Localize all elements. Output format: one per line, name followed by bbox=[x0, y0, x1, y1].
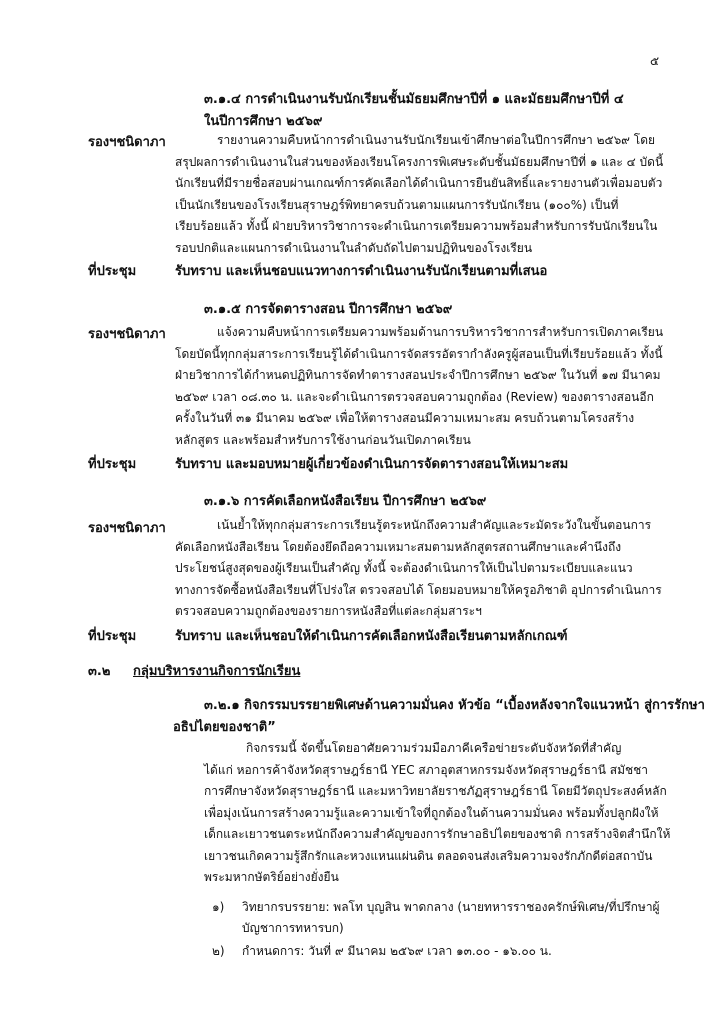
resolution-label: ที่ประชุม bbox=[88, 264, 137, 279]
body-line: ครั้งในวันที่ ๓๑ มีนาคม ๒๕๖๙ เพื่อให้ตารางสอนมีความเหมาะสม ครบถ้วนตามโครงสร้าง bbox=[175, 411, 635, 425]
list-item-line: กำหนดการ: วันที่ ๙ มีนาคม ๒๕๖๙ เวลา ๑๓.๐๐ - ๑๖.๐๐ น. bbox=[242, 944, 552, 958]
body-line: เรียบร้อยแล้ว ทั้งนี้ ฝ่ายบริหารวิชาการจะดำเนินการเตรียมความพร้อมสำหรับการรับนักเรียนใน bbox=[175, 219, 658, 233]
resolution-text: รับทราบ และเห็นชอบให้ดำเนินการคัดเลือกหนังสือเรียนตามหลักเกณฑ์ bbox=[175, 629, 568, 644]
body-line: หลักสูตร และพร้อมสำหรับการใช้งานก่อนวันเปิดภาคเรียน bbox=[175, 432, 471, 447]
item-body bbox=[175, 130, 664, 259]
body-line: กิจกรรมนี้ จัดขึ้นโดยอาศัยความร่วมมือภาคีเครือข่ายระดับจังหวัดที่สำคัญ bbox=[246, 741, 622, 755]
item-body bbox=[175, 322, 664, 451]
list-item-line: วิทยากรบรรยาย: พลโท บุญสิน พาดกลาง (นายทหารราชองครักษ์พิเศษ/ที่ปรึกษาผู้ bbox=[242, 900, 660, 914]
list-item-line: บัญชาการทหารบก) bbox=[242, 921, 344, 935]
body-line: นักเรียนที่มีรายชื่อสอบผ่านเกณฑ์การคัดเลือกได้ดำเนินการยืนยันสิทธิ์และรายงานตัวเพื่อมอบตัว bbox=[175, 176, 663, 190]
page-number: ๕ bbox=[650, 54, 660, 68]
body-line: ได้แก่ หอการค้าจังหวัดสุราษฎร์ธานี YEC สภาอุตสาหกรรมจังหวัดสุราษฎร์ธานี สมัชชา bbox=[204, 762, 649, 777]
section-heading bbox=[88, 660, 300, 681]
item-heading bbox=[204, 299, 452, 321]
body-line: รายงานความคืบหน้าการดำเนินงานรับนักเรียนเข้าศึกษาต่อในปีการศึกษา ๒๕๖๙ โดย bbox=[217, 133, 656, 147]
body-line: ทางการจัดซื้อหนังสือเรียนที่โปร่งใส ตรวจสอบได้ โดยมอบหมายให้ครูอภิชาติ อุปการดำเนินการ bbox=[175, 582, 662, 597]
section-body bbox=[204, 738, 671, 889]
resolution bbox=[88, 453, 568, 474]
body-line: ประโยชน์สูงสุดของผู้เรียนเป็นสำคัญ ทั้งนี้ จะต้องดำเนินการให้เป็นไปตามระเบียบและแนว bbox=[175, 561, 633, 575]
section-title: กลุ่มบริหารงานกิจการนักเรียน bbox=[133, 664, 301, 679]
body-line: สรุปผลการดำเนินงานในส่วนของห้องเรียนโครงการพิเศษระดับชั้นมัธยมศึกษาปีที่ ๑ และ ๔ บัดนี้ bbox=[175, 154, 664, 169]
resolution-label: ที่ประชุม bbox=[88, 457, 137, 472]
subsection-heading bbox=[173, 695, 705, 739]
resolution bbox=[88, 260, 547, 281]
item-heading-line: ๓.๑.๕ การจัดตารางสอน ปีการศึกษา ๒๕๖๙ bbox=[204, 302, 453, 317]
item-heading-line: ๓.๑.๔ การดำเนินงานรับนักเรียนชั้นมัธยมศึกษาปีที่ ๑ และมัธยมศึกษาปีที่ ๔ bbox=[204, 92, 624, 107]
body-line: โดยบัดนี้ทุกกลุ่มสาระการเรียนรู้ได้ดำเนินการจัดสรรอัตรากำลังครูผู้สอนเป็นที่เรียบร้อยแล้ว ทั้งนี้ bbox=[175, 346, 663, 361]
item-heading bbox=[204, 89, 624, 133]
body-line: เยาวชนเกิดความรู้สึกรักและหวงแหนแผ่นดิน ตลอดจนส่งเสริมความจงรักภักดีต่อสถาบัน bbox=[204, 848, 653, 863]
item-heading bbox=[204, 491, 486, 513]
body-line: คัดเลือกหนังสือเรียน โดยต้องยึดถือความเหมาะสมตามหลักสูตรสถานศึกษาและคำนึงถึง bbox=[175, 539, 622, 554]
resolution-text: รับทราบ และเห็นชอบแนวทางการดำเนินงานรับนักเรียนตามที่เสนอ bbox=[175, 264, 548, 279]
speaker-label: รองฯชนิดาภา bbox=[88, 327, 166, 342]
subsection-heading-line: ๓.๒.๑ กิจกรรมบรรยายพิเศษด้านความมั่นคง หัวข้อ “เบื้องหลังจากใจแนวหน้า สู่การรักษา bbox=[204, 698, 705, 713]
body-line: เป็นนักเรียนของโรงเรียนสุราษฎร์พิทยาครบถ้วนตามแผนการรับนักเรียน (๑๐๐%) เป็นที่ bbox=[175, 197, 619, 212]
list-item bbox=[212, 941, 552, 962]
resolution-label: ที่ประชุม bbox=[88, 629, 137, 644]
list-item bbox=[212, 897, 660, 939]
speaker-label: รองฯชนิดาภา bbox=[88, 521, 166, 536]
list-item-number: ๑) bbox=[212, 900, 225, 914]
body-line: ฝ่ายวิชาการได้กำหนดปฏิทินการจัดทำตารางสอนประจำปีการศึกษา ๒๕๖๙ ในวันที่ ๑๗ มีนาคม bbox=[175, 368, 661, 382]
body-line: พระมหากษัตริย์อย่างยั่งยืน bbox=[204, 870, 339, 884]
resolution-text: รับทราบ และมอบหมายผู้เกี่ยวข้องดำเนินการจัดตารางสอนให้เหมาะสม bbox=[175, 457, 569, 472]
item-heading-line: ๓.๑.๖ การคัดเลือกหนังสือเรียน ปีการศึกษา ๒๕๖๙ bbox=[204, 494, 487, 509]
body-line: รอบปกติและแผนการดำเนินงานในลำดับถัดไปตามปฏิทินของโรงเรียน bbox=[175, 240, 533, 255]
resolution bbox=[88, 625, 568, 646]
body-line: เด็กและเยาวชนตระหนักถึงความสำคัญของการรักษาอธิปไตยของชาติ การสร้างจิตสำนึกให้ bbox=[204, 827, 671, 841]
body-line: แจ้งความคืบหน้าการเตรียมความพร้อมด้านการบริหารวิชาการสำหรับการเปิดภาคเรียน bbox=[217, 325, 664, 339]
body-line: ๒๕๖๙ เวลา ๐๘.๓๐ น. และจะดำเนินการตรวจสอบความถูกต้อง (Review) ของตารางสอนอีก bbox=[175, 389, 654, 404]
body-line: เน้นย้ำให้ทุกกลุ่มสาระการเรียนรู้ตระหนักถึงความสำคัญและระมัดระวังในขั้นตอนการ bbox=[217, 518, 652, 532]
section-number: ๓.๒ bbox=[88, 664, 111, 679]
item-body bbox=[175, 515, 662, 623]
body-line: การศึกษาจังหวัดสุราษฎร์ธานี และมหาวิทยาลัยราชภัฏสุราษฎร์ธานี โดยมีวัตถุประสงค์หลัก bbox=[204, 784, 667, 798]
body-line: เพื่อมุ่งเน้นการสร้างความรู้และความเข้าใจที่ถูกต้องในด้านความมั่นคง พร้อมทั้งปลูกฝังให้ bbox=[204, 805, 659, 820]
item-heading-line: ในปีการศึกษา ๒๕๖๙ bbox=[204, 114, 323, 129]
list-item-number: ๒) bbox=[212, 944, 225, 958]
body-line: ตรวจสอบความถูกต้องของรายการหนังสือที่แต่ละกลุ่มสาระฯ bbox=[175, 604, 482, 618]
subsection-heading-line: อธิปไตยของชาติ” bbox=[173, 720, 276, 735]
speaker-label: รองฯชนิดาภา bbox=[88, 135, 166, 150]
